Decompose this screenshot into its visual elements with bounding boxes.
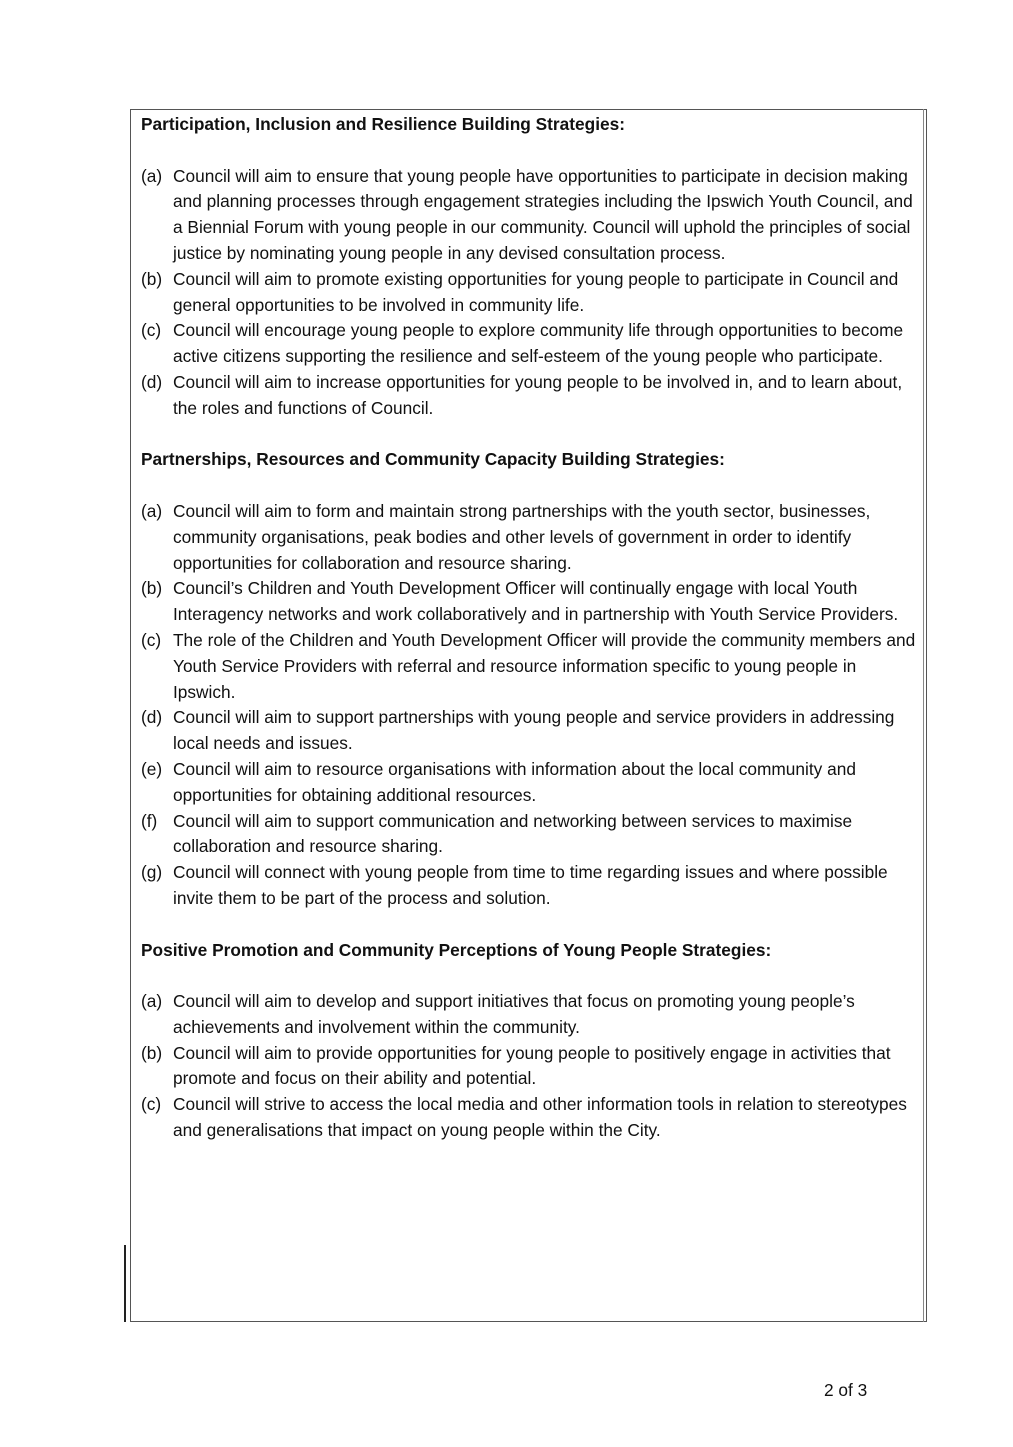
section-heading: Positive Promotion and Community Perceptions of Young People Strategies: <box>141 939 772 960</box>
section-heading: Partnerships, Resources and Community Capacity Building Strategies: <box>141 449 725 470</box>
list-item <box>141 860 923 912</box>
list-item <box>141 989 923 1041</box>
item-text: Council will aim to increase opportunities for young people to be involved in, and to learn about, the roles and functions of Council. <box>173 371 903 418</box>
item-label: (b) <box>141 268 163 289</box>
list-item <box>141 318 923 370</box>
item-label: (c) <box>141 1094 162 1115</box>
item-text: Council will aim to resource organisations with information about the local community and opportunities for obtaining additional resources. <box>173 758 856 805</box>
item-text: Council will aim to provide opportunities for young people to positively engage in activities that promote and focus on their ability and potential. <box>173 1042 891 1089</box>
section-participation <box>141 112 923 422</box>
item-label: (b) <box>141 578 163 599</box>
item-text: Council will aim to form and maintain strong partnerships with the youth sector, businesses, community organisations, peak bodies and other levels of government in order to identify opportunities for collaboration and resource sharing. <box>173 500 871 573</box>
document-content <box>141 112 923 1144</box>
section-positive-promotion <box>141 938 923 1144</box>
item-text: The role of the Children and Youth Development Officer will provide the community members and Youth Service Providers with referral and resource information specific to young people in Ipswich. <box>173 629 916 702</box>
item-text: Council will aim to support partnerships with young people and service providers in addressing local needs and issues. <box>173 707 895 754</box>
list-item <box>141 499 923 576</box>
item-label: (d) <box>141 371 163 392</box>
list-item <box>141 628 923 705</box>
item-label: (d) <box>141 707 163 728</box>
strategy-list <box>141 989 923 1144</box>
item-label: (a) <box>141 165 163 186</box>
list-item <box>141 370 923 422</box>
list-item <box>141 757 923 809</box>
list-item <box>141 267 923 319</box>
page-number: 2 of 3 <box>824 1380 868 1400</box>
list-item <box>141 809 923 861</box>
section-heading: Participation, Inclusion and Resilience Building Strategies: <box>141 114 625 134</box>
list-item <box>141 1041 923 1093</box>
item-text: Council will aim to ensure that young people have opportunities to participate in decision making and planning processes through engagement strategies including the Ipswich Youth Council, and a Biennial Forum with young people in our community. Council will uphold the principles of social justice by nominating young people in any devised consultation process. <box>173 165 913 263</box>
section-partnerships <box>141 447 923 911</box>
box-right-border-line <box>923 109 924 1322</box>
item-label: (f) <box>141 810 158 831</box>
item-label: (a) <box>141 500 163 521</box>
item-text: Council will strive to access the local media and other information tools in relation to stereotypes and generalisations that impact on young people within the City. <box>173 1094 907 1141</box>
item-text: Council will aim to develop and support initiatives that focus on promoting young people’s achievements and involvement within the community. <box>173 991 855 1037</box>
item-label: (c) <box>141 629 162 650</box>
list-item <box>141 576 923 628</box>
change-bar <box>124 1245 126 1322</box>
item-label: (c) <box>141 320 162 341</box>
list-item <box>141 164 923 267</box>
item-text: Council will encourage young people to explore community life through opportunities to become active citizens supporting the resilience and self-esteem of the young people who participate. <box>173 320 904 367</box>
item-label: (g) <box>141 862 163 883</box>
strategy-list <box>141 164 923 422</box>
item-label: (b) <box>141 1042 163 1063</box>
item-text: Council’s Children and Youth Development Officer will continually engage with local Youth Interagency networks and work collaboratively and in partnership with Youth Service Providers. <box>173 578 899 625</box>
item-label: (e) <box>141 758 163 779</box>
strategy-list <box>141 499 923 912</box>
item-label: (a) <box>141 991 163 1012</box>
list-item <box>141 1092 923 1144</box>
list-item <box>141 705 923 757</box>
item-text: Council will aim to support communication and networking between services to maximise collaboration and resource sharing. <box>173 810 853 857</box>
item-text: Council will aim to promote existing opportunities for young people to participate in Council and general opportunities to be involved in community life. <box>173 268 899 315</box>
item-text: Council will connect with young people from time to time regarding issues and where possible invite them to be part of the process and solution. <box>173 862 888 908</box>
